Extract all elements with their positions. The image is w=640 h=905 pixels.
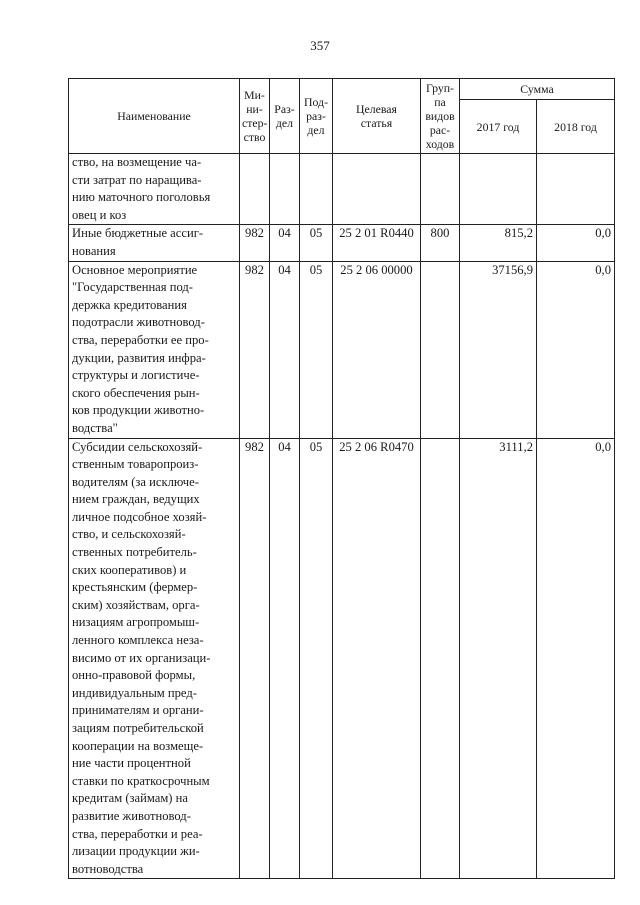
- ministry-code: 982: [240, 225, 270, 261]
- table-body: [69, 154, 615, 879]
- row-name-line: крестьянским (фермер-: [72, 580, 198, 595]
- section-code: 04: [270, 261, 300, 438]
- row-name-line: дукции, развития инфра-: [72, 350, 206, 365]
- row-name-line: ским) хозяйствам, орга-: [72, 597, 200, 612]
- section-code: 04: [270, 438, 300, 879]
- row-name-line: принимателям и органи-: [72, 703, 204, 718]
- row-name-line: ство, и сельскохозяй-: [72, 527, 186, 542]
- header-year-2018: 2018 год: [537, 100, 615, 154]
- ministry-code: 982: [240, 261, 270, 438]
- row-name-line: водства": [72, 420, 118, 435]
- table-row: [69, 225, 615, 261]
- target-article-code: 25 2 06 00000: [333, 261, 421, 438]
- row-name-line: ков продукции животно-: [72, 403, 205, 418]
- target-article-code: 25 2 01 R0440: [333, 225, 421, 261]
- expense-group-code: 800: [421, 225, 460, 261]
- amount-2017: 815,2: [460, 225, 537, 261]
- subsection-code: [300, 154, 333, 225]
- section-code: [270, 154, 300, 225]
- budget-table: [68, 78, 615, 879]
- row-name-line: индивидуальным пред-: [72, 685, 197, 700]
- expense-group-code: [421, 154, 460, 225]
- row-name-line: висимо от их организаци-: [72, 650, 211, 665]
- amount-2017: [460, 154, 537, 225]
- row-name-line: кооперации на возмеще-: [72, 738, 204, 753]
- expense-group-code: [421, 261, 460, 438]
- row-name-line: ленного комплекса неза-: [72, 633, 204, 648]
- table-row: [69, 154, 615, 225]
- row-name-line: структуры и логистиче-: [72, 368, 200, 383]
- row-name-line: Иные бюджетные ассиг-: [72, 226, 204, 241]
- header-sum: Сумма: [460, 79, 615, 100]
- amount-2017: 3111,2: [460, 438, 537, 879]
- ministry-code: 982: [240, 438, 270, 879]
- row-name-line: держка кредитования: [72, 297, 187, 312]
- amount-2018: 0,0: [537, 438, 615, 879]
- row-name-line: ственных потребитель-: [72, 545, 197, 560]
- row-name-line: подотрасли животновод-: [72, 315, 205, 330]
- header-ministry: Ми- ни- стер- ство: [240, 79, 270, 154]
- row-name-line: Субсидии сельскохозяй-: [72, 439, 203, 454]
- row-name-line: ства, переработки ее про-: [72, 332, 209, 347]
- header-name: Наименование: [69, 79, 240, 154]
- row-name-line: водителям (за исключе-: [72, 474, 199, 489]
- header-year-2017: 2017 год: [460, 100, 537, 154]
- row-name-line: нию маточного поголовья: [72, 190, 211, 205]
- table-row: [69, 438, 615, 879]
- target-article-code: 25 2 06 R0470: [333, 438, 421, 879]
- row-name-line: кредитам (займам) на: [72, 791, 188, 806]
- row-name-line: ства, переработки и реа-: [72, 826, 203, 841]
- row-name: [69, 438, 240, 879]
- subsection-code: 05: [300, 225, 333, 261]
- table-row: [69, 261, 615, 438]
- row-name-line: нования: [72, 243, 116, 258]
- row-name-line: ственным товаропроиз-: [72, 457, 199, 472]
- row-name-line: личное подсобное хозяй-: [72, 509, 207, 524]
- row-name-line: ставки по краткосрочным: [72, 773, 210, 788]
- row-name: [69, 261, 240, 438]
- row-name-line: ских кооперативов) и: [72, 562, 187, 577]
- row-name-line: вотноводства: [72, 861, 144, 876]
- row-name-line: Основное мероприятие: [72, 262, 198, 277]
- target-article-code: [333, 154, 421, 225]
- row-name-line: ние части процентной: [72, 756, 191, 771]
- row-name-line: зациям потребительской: [72, 721, 204, 735]
- amount-2018: 0,0: [537, 261, 615, 438]
- amount-2018: [537, 154, 615, 225]
- row-name: [69, 154, 240, 225]
- amount-2017: 37156,9: [460, 261, 537, 438]
- row-name-line: "Государственная под-: [72, 280, 193, 295]
- row-name-line: онно-правовой формы,: [72, 668, 196, 683]
- expense-group-code: [421, 438, 460, 879]
- row-name-line: низациям агропромыш-: [72, 615, 200, 630]
- page-number: 357: [310, 38, 330, 53]
- row-name-line: лизации продукции жи-: [72, 844, 200, 859]
- section-code: 04: [270, 225, 300, 261]
- header-target-article: Целевая статья: [333, 79, 421, 154]
- row-name: [69, 225, 240, 261]
- subsection-code: 05: [300, 261, 333, 438]
- row-name-line: сти затрат по наращива-: [72, 172, 202, 187]
- amount-2018: 0,0: [537, 225, 615, 261]
- header-expense-group: Груп- па видов рас- ходов: [421, 79, 460, 154]
- ministry-code: [240, 154, 270, 225]
- row-name-line: овец и коз: [72, 207, 127, 222]
- subsection-code: 05: [300, 438, 333, 879]
- row-name-line: нием граждан, ведущих: [72, 492, 200, 507]
- row-name-line: ство, на возмещение ча-: [72, 155, 202, 169]
- row-name-line: развитие животновод-: [72, 808, 191, 823]
- header-section: Раз- дел: [270, 79, 300, 154]
- row-name-line: ского обеспечения рын-: [72, 385, 200, 400]
- header-subsection: Под- раз- дел: [300, 79, 333, 154]
